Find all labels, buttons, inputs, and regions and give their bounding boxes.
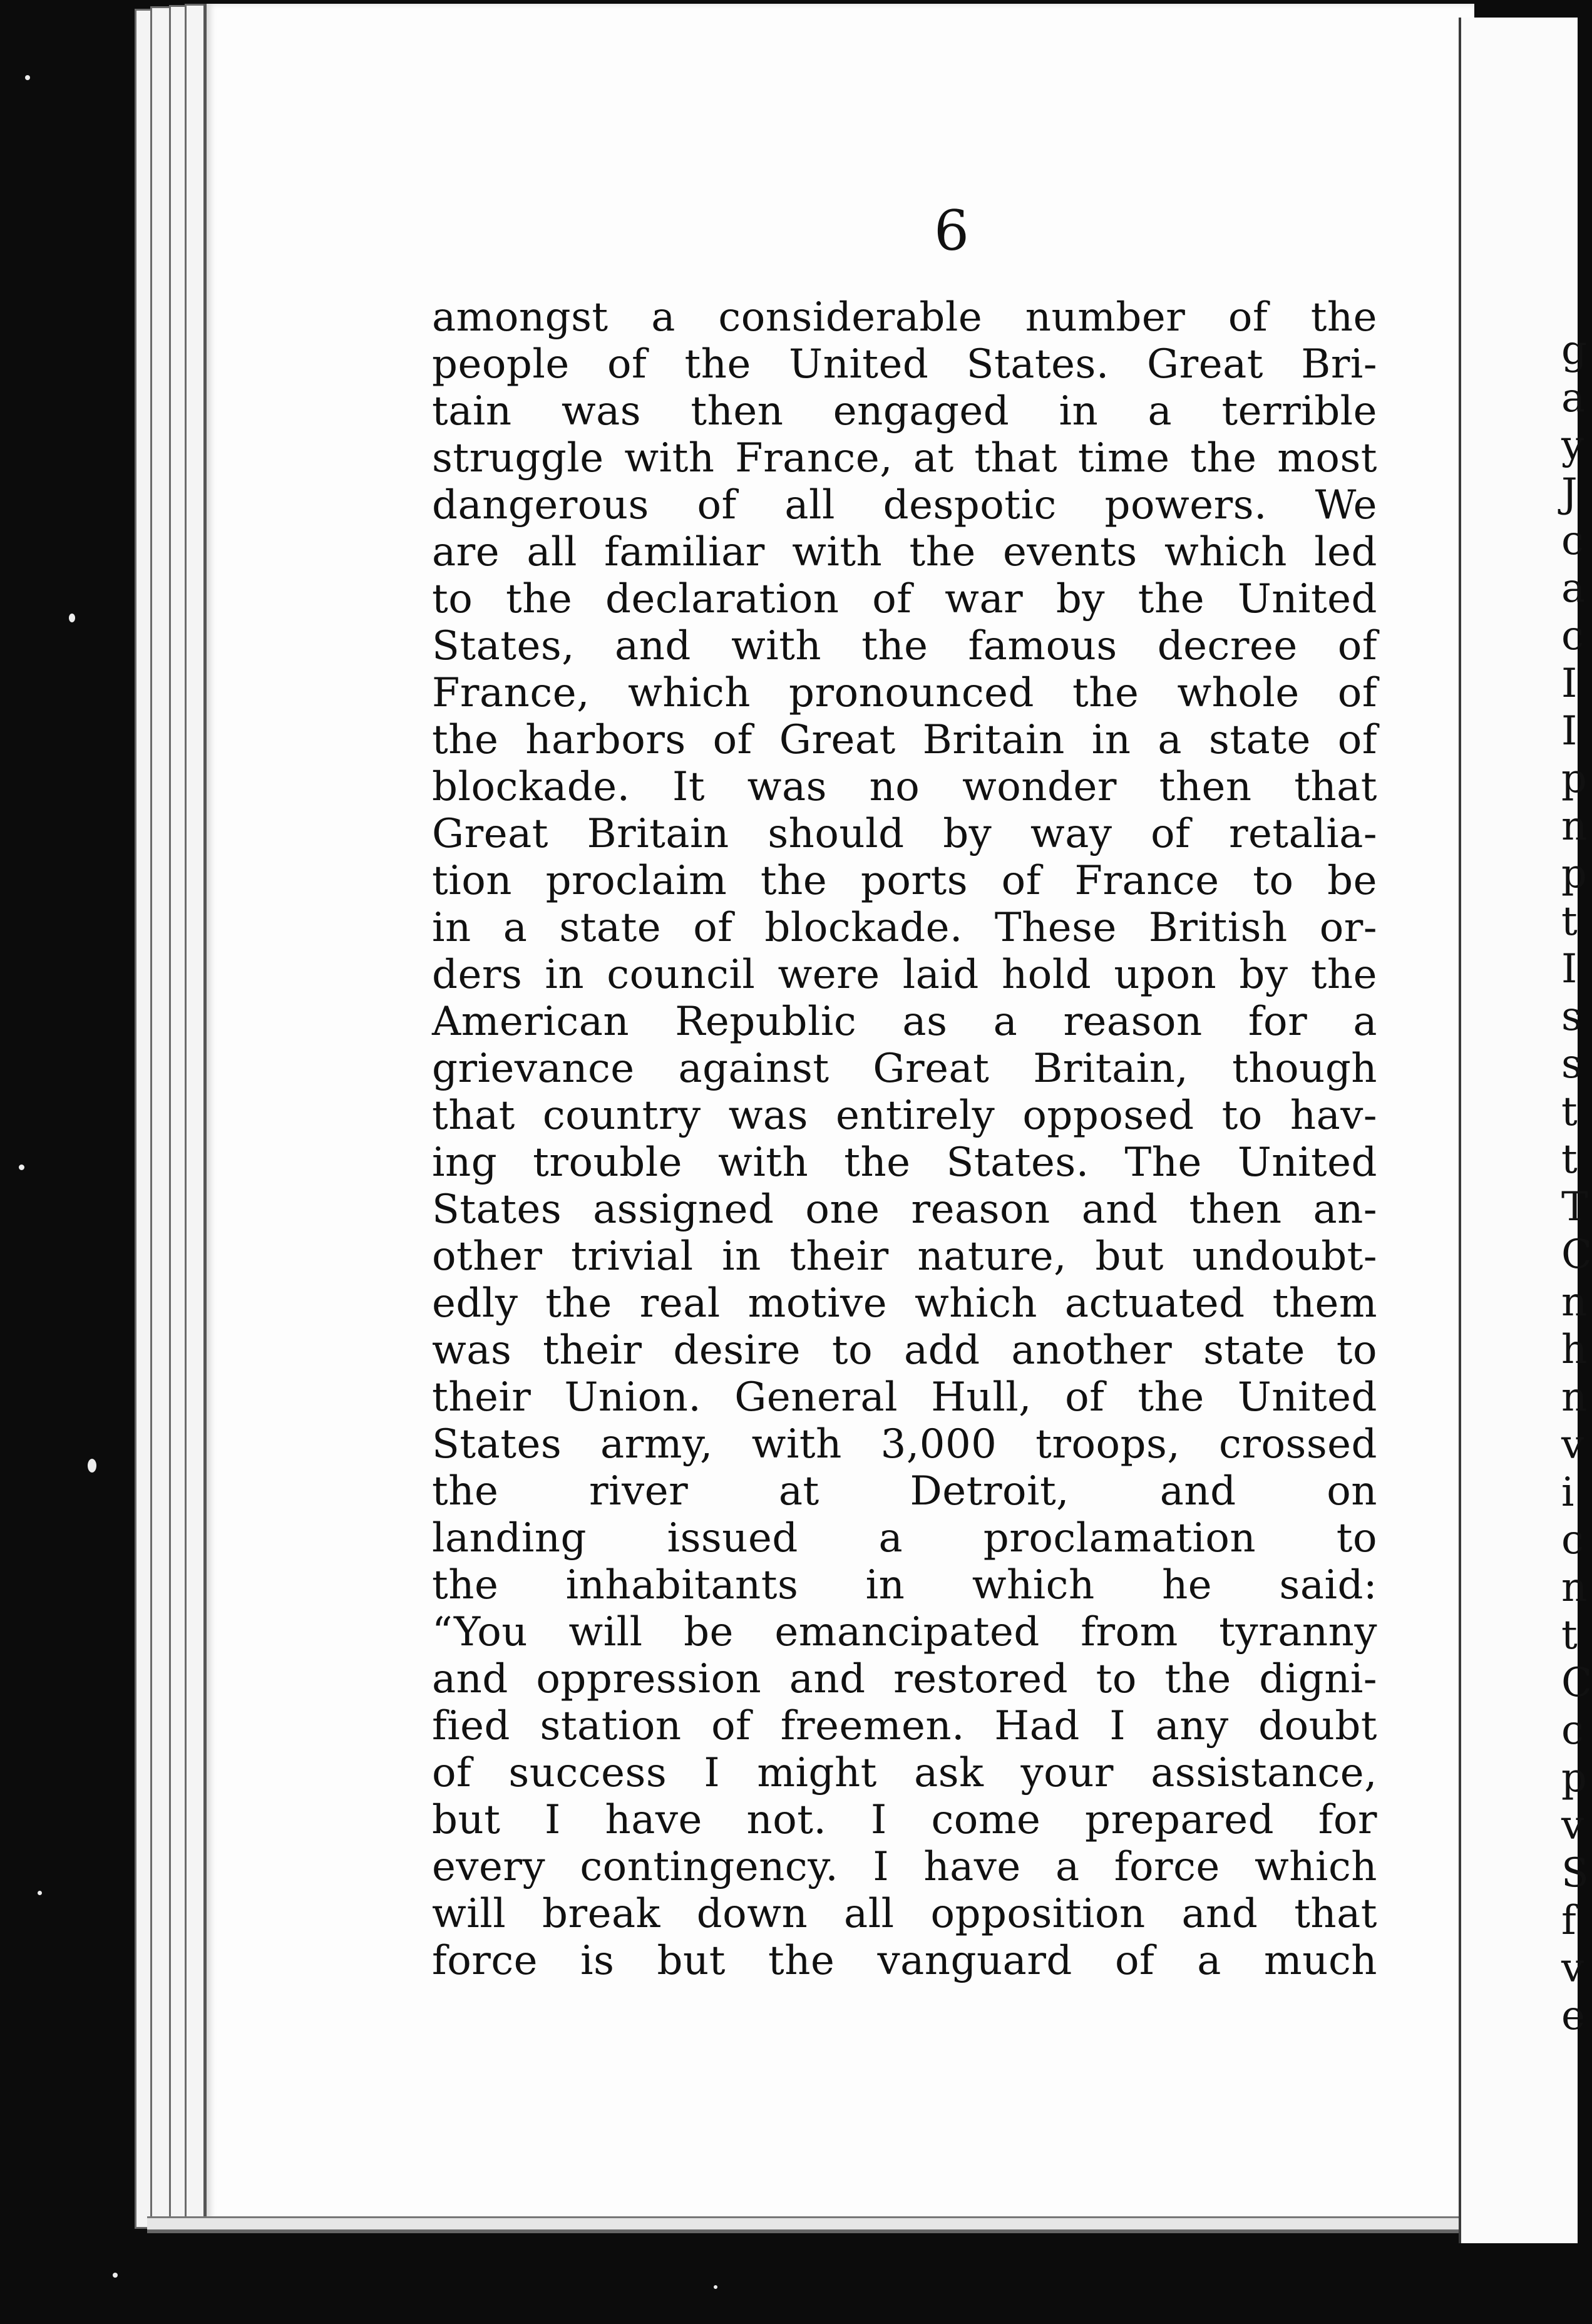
text-line: ing trouble with the States. The United [432, 1139, 1377, 1186]
text-line: the harbors of Great Britain in a state of [432, 717, 1377, 763]
scan-speck [714, 2285, 717, 2289]
text-line: will break down all opposition and that [432, 1891, 1377, 1937]
text-line: force is but the vanguard of a much [432, 1938, 1377, 1984]
text-line: edly the real motive which actuated them [432, 1280, 1377, 1327]
page-bottom-edge [147, 2216, 1465, 2233]
adjacent-page-letter: v [1561, 1422, 1584, 1468]
adjacent-page-letter: p [1561, 1755, 1587, 1801]
adjacent-page-letter: i [1561, 1469, 1574, 1516]
adjacent-page-letter: t [1561, 898, 1578, 945]
text-line: dangerous of all despotic powers. We [432, 482, 1377, 528]
text-line: to the declaration of war by the United [432, 576, 1377, 622]
text-line: blockade. It was no wonder then that [432, 764, 1377, 810]
adjacent-page-letter: C [1561, 1660, 1592, 1706]
adjacent-page-letter: s [1561, 1041, 1582, 1087]
text-line: every contingency. I have a force which [432, 1844, 1377, 1890]
adjacent-page-letter: t [1561, 1612, 1578, 1658]
adjacent-page-letter: n [1561, 1565, 1588, 1611]
text-line: and oppression and restored to the digni- [432, 1656, 1377, 1702]
adjacent-page-letter: n [1561, 803, 1588, 850]
adjacent-page-letter: a [1561, 565, 1586, 612]
text-line: the river at Detroit, and on [432, 1468, 1377, 1514]
page-number: 6 [934, 198, 969, 263]
adjacent-page-letter: p [1561, 851, 1587, 897]
adjacent-page-letter: c [1561, 1517, 1584, 1563]
text-line: American Republic as a reason for a [432, 999, 1377, 1045]
text-line: of success I might ask your assistance, [432, 1750, 1377, 1796]
text-line: people of the United States. Great Bri- [432, 341, 1377, 388]
text-line: was their desire to add another state to [432, 1327, 1377, 1374]
adjacent-page-letter: y [1561, 423, 1584, 469]
text-line: their Union. General Hull, of the United [432, 1374, 1377, 1421]
scan-speck [38, 1891, 42, 1895]
adjacent-page-letter: J [1561, 470, 1578, 517]
text-line: tion proclaim the ports of France to be [432, 858, 1377, 904]
scan-speck [69, 614, 75, 622]
scan-speck [25, 75, 30, 80]
adjacent-page-letter: v [1561, 1945, 1584, 1992]
text-line: States army, with 3,000 troops, crossed [432, 1421, 1377, 1468]
adjacent-page-letter: h [1561, 1327, 1588, 1373]
text-line: landing issued a proclamation to [432, 1515, 1377, 1561]
text-line: tain was then engaged in a terrible [432, 388, 1377, 434]
scan-speck [88, 1459, 96, 1473]
text-line: “You will be emancipated from tyranny [432, 1609, 1377, 1655]
adjacent-page [1459, 18, 1592, 2243]
adjacent-page-letter: n [1561, 1374, 1588, 1421]
adjacent-page-letter: v [1561, 1802, 1584, 1849]
adjacent-page-letter: a [1561, 375, 1586, 421]
adjacent-page-letter: f [1561, 1898, 1576, 1944]
adjacent-page-letter: c [1561, 518, 1584, 564]
text-line: fied station of freemen. Had I any doubt [432, 1703, 1377, 1749]
text-line: Great Britain should by way of retalia- [432, 811, 1377, 857]
text-line: the inhabitants in which he said: [432, 1562, 1377, 1608]
adjacent-page-letter: p [1561, 756, 1587, 802]
text-line: struggle with France, at that time the most [432, 435, 1377, 481]
adjacent-page-letter: C [1561, 1231, 1592, 1278]
adjacent-page-letter: g [1561, 327, 1587, 374]
adjacent-page-letter: T [1561, 1184, 1588, 1230]
adjacent-page-letter: c [1561, 613, 1584, 659]
adjacent-page-letter: S [1561, 1850, 1589, 1896]
text-line: in a state of blockade. These British or- [432, 905, 1377, 951]
scan-speck [113, 2273, 118, 2278]
text-line: France, which pronounced the whole of [432, 670, 1377, 716]
text-line: that country was entirely opposed to hav- [432, 1093, 1377, 1139]
text-line: but I have not. I come prepared for [432, 1797, 1377, 1843]
text-line: amongst a considerable number of the [432, 294, 1377, 341]
text-line: other trivial in their nature, but undoubt- [432, 1233, 1377, 1280]
text-line: ders in council were laid hold upon by the [432, 952, 1377, 998]
text-line: States assigned one reason and then an- [432, 1186, 1377, 1233]
adjacent-page-letter: I [1561, 946, 1578, 992]
adjacent-page-letter: I [1561, 661, 1578, 707]
adjacent-page-letter: I [1561, 708, 1578, 754]
page-text [432, 294, 1377, 1985]
adjacent-page-letter: e [1561, 1993, 1585, 2039]
text-line: States, and with the famous decree of [432, 623, 1377, 669]
text-line: are all familiar with the events which led [432, 529, 1377, 575]
scan-speck [19, 1165, 24, 1170]
adjacent-page-letter: c [1561, 1707, 1584, 1754]
adjacent-page-letter: t [1561, 1136, 1578, 1183]
adjacent-page-letter: s [1561, 994, 1582, 1040]
adjacent-page-letter: t [1561, 1089, 1578, 1135]
adjacent-page-letter: n [1561, 1279, 1588, 1325]
text-line: grievance against Great Britain, though [432, 1046, 1377, 1092]
